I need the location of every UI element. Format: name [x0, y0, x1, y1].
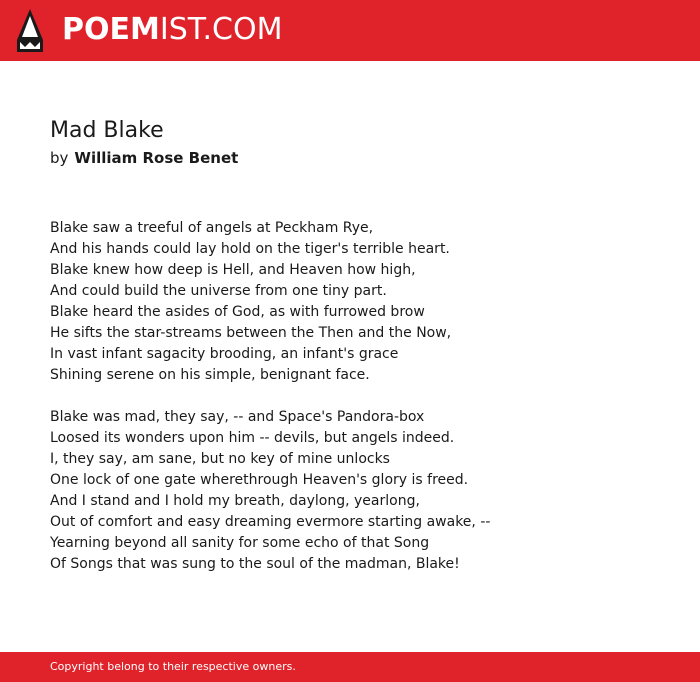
copyright-text: Copyright belong to their respective owners. — [50, 660, 296, 673]
site-footer — [0, 652, 700, 682]
poem-line: I, they say, am sane, but no key of mine unlocks — [50, 451, 390, 467]
poem-body — [50, 218, 690, 596]
byline — [50, 147, 670, 169]
poem-line: Blake saw a treeful of angels at Peckham Rye, — [50, 220, 374, 236]
poem-line: Blake was mad, they say, -- and Space's Pandora-box — [50, 409, 425, 425]
poem-line: And could build the universe from one tiny part. — [50, 283, 387, 299]
stanza-2 — [50, 407, 690, 575]
site-header — [0, 0, 700, 61]
poem-line: And his hands could lay hold on the tiger's terrible heart. — [50, 241, 450, 257]
stanza-1 — [50, 218, 690, 386]
poem-line: Blake heard the asides of God, as with furrowed brow — [50, 304, 425, 320]
logo-bold-text: POEM — [62, 12, 160, 47]
poem-line: Yearning beyond all sanity for some echo of that Song — [50, 535, 430, 551]
poem-line: He sifts the star-streams between the Then and the Now, — [50, 325, 452, 341]
pencil-tip-icon[interactable] — [17, 9, 43, 52]
by-label: by — [50, 149, 69, 167]
poem-line: One lock of one gate wherethrough Heaven's glory is freed. — [50, 472, 469, 488]
author-name[interactable]: William Rose Benet — [74, 149, 239, 167]
poem-line: In vast infant sagacity brooding, an infant's grace — [50, 346, 399, 362]
site-logo[interactable] — [62, 12, 282, 48]
poem-header — [50, 116, 670, 169]
poem-line: Out of comfort and easy dreaming evermore starting awake, -- — [50, 514, 491, 530]
poem-title: Mad Blake — [50, 118, 164, 143]
poem-line: Blake knew how deep is Hell, and Heaven how high, — [50, 262, 416, 278]
poem-line: Shining serene on his simple, benignant face. — [50, 367, 370, 383]
poem-line: Loosed its wonders upon him -- devils, but angels indeed. — [50, 430, 455, 446]
logo-light-text: IST.COM — [159, 12, 283, 47]
poem-line: And I stand and I hold my breath, daylong, yearlong, — [50, 493, 420, 509]
poem-line: Of Songs that was sung to the soul of the madman, Blake! — [50, 556, 460, 572]
